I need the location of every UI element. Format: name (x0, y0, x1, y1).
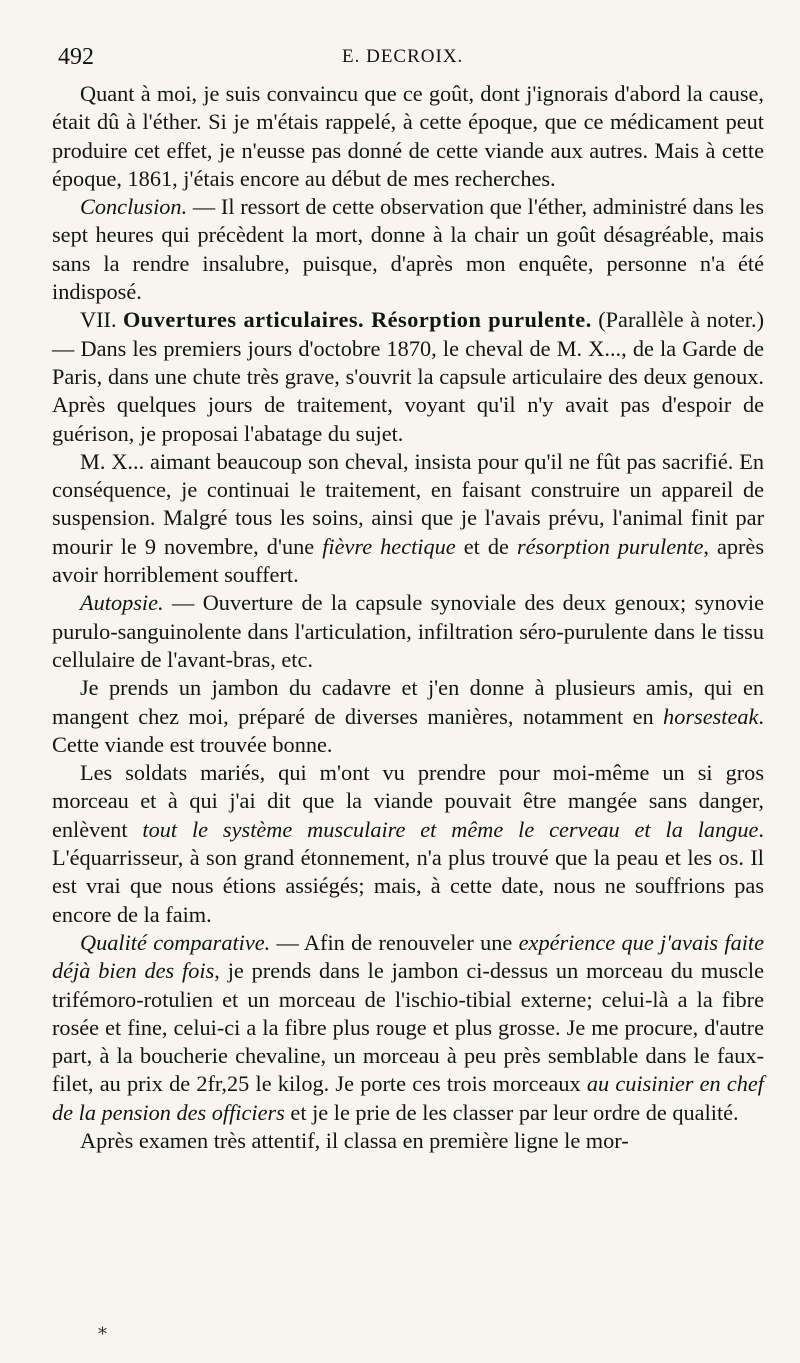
paragraph (52, 759, 764, 929)
styled-text: horsesteak (663, 703, 759, 729)
text-run: . L'équarrisseur, à son grand étonnement, n'a plus trouvé que la peau et les os. Il est vrai que nous étions assiégés; mais, à cette date, nous ne souffrions pas encore de la faim. (52, 816, 764, 927)
styled-text: au cuisinier en chef de la pension des officiers (52, 1071, 764, 1125)
running-head: E. DECROIX. (342, 46, 464, 67)
text-run: VII. (80, 307, 123, 333)
styled-text: fièvre hectique (322, 533, 456, 559)
text-run: et de (455, 533, 517, 559)
body-text (52, 80, 764, 1155)
styled-text: résorption purulente (516, 533, 704, 559)
paragraph (52, 448, 764, 589)
paragraph (52, 80, 764, 193)
paragraph (52, 589, 764, 674)
text-run: Quant à moi, je suis convaincu que ce goût, dont j'ignorais d'abord la cause, était dû à l'éther. Si je m'étais rappelé, à cette époque, que ce médicament peut produire cet effet, je n'eusse pas donné de cette viande aux autres. Mais à cette époque, 1861, j'étais encore au début de mes recherches. (52, 81, 764, 191)
page-number: 492 (58, 44, 94, 70)
styled-text: Autopsie. (80, 590, 164, 616)
text-run: Après examen très attentif, il classa en première ligne le mor- (80, 1127, 629, 1153)
page-header (52, 40, 764, 80)
text-run: — Afin de renouveler une (270, 929, 519, 955)
text-run: Les soldats mariés, qui m'ont vu prendre pour moi-même un si gros morceau et à qui j'ai dit que la viande pouvait être mangée sans danger, enlèvent (52, 760, 764, 842)
document-page (52, 40, 764, 1155)
paragraph (52, 929, 764, 1127)
text-run: Je prends un jambon du cadavre et j'en donne à plusieurs amis, qui en mangent chez moi, préparé de diverses manières, notamment en (52, 675, 764, 729)
text-run: , je prends dans le jambon ci-dessus un morceau du muscle trifémoro-rotulien et un morceau de l'ischio-tibial externe; celui-là a la fibre rosée et fine, celui-ci a la fibre plus rouge et plus grosse. Je me procure, d'autre part, à la boucherie chevaline, un morceau à peu près semblable dans le faux-filet, au prix de 2fr,25 le kilog. Je porte ces trois morceaux (52, 958, 764, 1097)
paragraph (52, 1127, 764, 1155)
text-run: M. X... aimant beaucoup son cheval, insista pour qu'il ne fût pas sacrifié. En conséquence, je continuai le traitement, en faisant construire un appareil de suspension. Malgré tous les soins, ainsi que je l'avais prévu, l'animal finit par mourir le 9 novembre, d'une (52, 448, 764, 559)
section-title: Ouvertures articulaires. Résorption purulente. (122, 307, 592, 333)
footnote-mark: * (98, 1324, 107, 1345)
styled-text: expérience que j'avais faite déjà bien des fois (52, 929, 765, 984)
text-run: (Parallèle à noter.) — Dans les premiers jours d'octobre 1870, le cheval de M. X..., de la Garde de Paris, dans une chute très grave, s'ouvrit la capsule articulaire des deux genoux. Après quelques jours de traitement, voyant qu'il n'y avait pas d'espoir de guérison, je proposai l'abatage du sujet. (52, 307, 764, 446)
text-run: , après avoir horriblement souffert. (52, 533, 764, 588)
text-run: — Il ressort de cette observation que l'éther, administré dans les sept heures qui précèdent la mort, donne à la chair un goût désagréable, mais sans la rendre insalubre, puisque, d'après mon enquête, personne n'a été indisposé. (52, 194, 764, 305)
styled-text: Qualité comparative. (80, 929, 271, 955)
paragraph (52, 306, 764, 447)
styled-text: Conclusion. (80, 194, 188, 220)
styled-text: tout le système musculaire et même le cerveau et la langue (142, 816, 759, 842)
paragraph (52, 193, 764, 306)
text-run: — Ouverture de la capsule synoviale des deux genoux; synovie purulo-sanguinolente dans l'articulation, infiltration séro-purulente dans le tissu cellulaire de l'avant-bras, etc. (52, 590, 764, 672)
text-run: et je le prie de les classer par leur ordre de qualité. (284, 1099, 739, 1125)
paragraph (52, 674, 764, 759)
text-run: . Cette viande est trouvée bonne. (52, 703, 764, 757)
